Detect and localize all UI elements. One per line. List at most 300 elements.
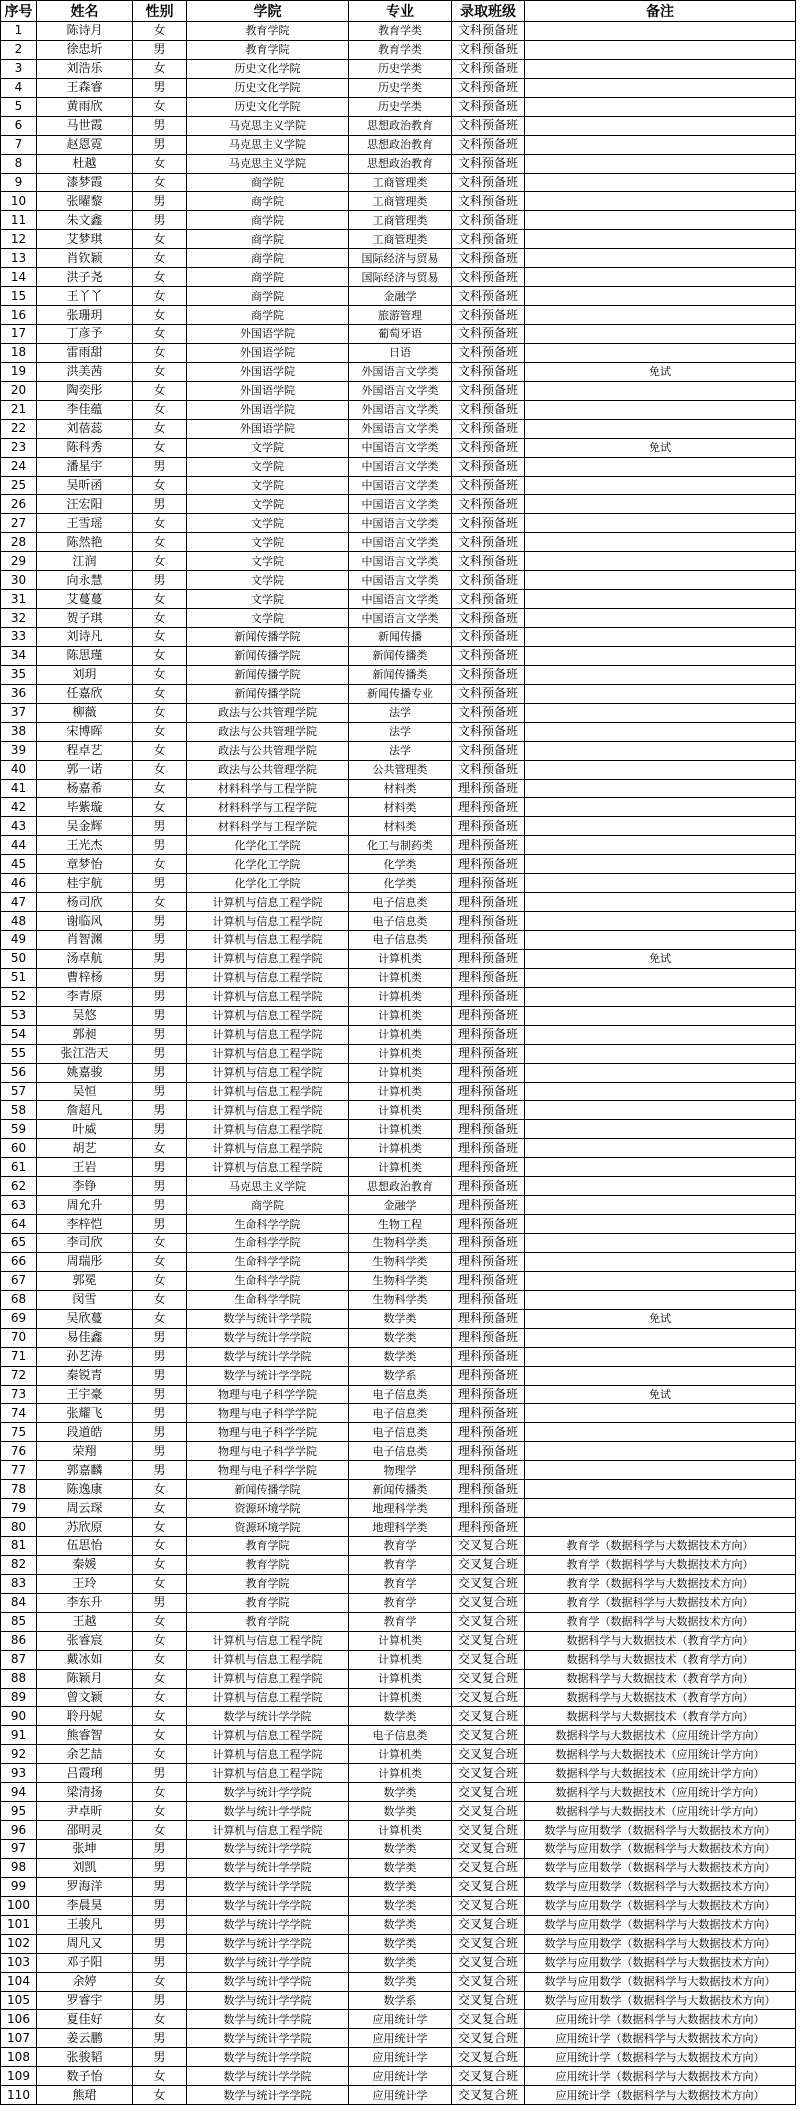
cell-class: 理科预备班 <box>452 968 525 987</box>
cell-major: 计算机类 <box>349 1120 452 1139</box>
table-row <box>1 1745 796 1764</box>
cell-index: 77 <box>1 1461 37 1480</box>
cell-gender: 男 <box>133 1347 187 1366</box>
cell-index: 59 <box>1 1120 37 1139</box>
cell-major: 外国语言文学类 <box>349 419 452 438</box>
table-row <box>1 1669 796 1688</box>
cell-gender: 男 <box>133 78 187 97</box>
cell-remark <box>525 1234 796 1253</box>
cell-remark: 数据科学与大数据技术（教育学方向） <box>525 1707 796 1726</box>
cell-major: 教育学 <box>349 1593 452 1612</box>
cell-major: 法学 <box>349 722 452 741</box>
cell-remark <box>525 1328 796 1347</box>
table-row <box>1 646 796 665</box>
cell-college: 计算机与信息工程学院 <box>187 931 349 950</box>
cell-name: 易佳鑫 <box>37 1328 133 1347</box>
cell-class: 交叉复合班 <box>452 1802 525 1821</box>
cell-college: 数学与统计学学院 <box>187 1934 349 1953</box>
cell-remark <box>525 306 796 325</box>
cell-name: 艾梦琪 <box>37 230 133 249</box>
cell-index: 97 <box>1 1840 37 1859</box>
cell-class: 交叉复合班 <box>452 1745 525 1764</box>
cell-college: 计算机与信息工程学院 <box>187 912 349 931</box>
cell-major: 计算机类 <box>349 1745 452 1764</box>
cell-college: 新闻传播学院 <box>187 628 349 647</box>
cell-name: 戴冰如 <box>37 1650 133 1669</box>
cell-gender: 男 <box>133 1840 187 1859</box>
cell-name: 刘诗凡 <box>37 628 133 647</box>
cell-remark: 数学与应用数学（数据科学与大数据技术方向） <box>525 1877 796 1896</box>
cell-class: 理科预备班 <box>452 949 525 968</box>
cell-remark <box>525 912 796 931</box>
cell-index: 64 <box>1 1215 37 1234</box>
table-row <box>1 1309 796 1328</box>
cell-college: 文学院 <box>187 533 349 552</box>
cell-gender: 女 <box>133 1972 187 1991</box>
cell-name: 李佳蕴 <box>37 400 133 419</box>
cell-class: 文科预备班 <box>452 741 525 760</box>
cell-major: 电子信息类 <box>349 1423 452 1442</box>
cell-major: 计算机类 <box>349 949 452 968</box>
cell-college: 数学与统计学学院 <box>187 1347 349 1366</box>
table-row <box>1 1006 796 1025</box>
cell-name: 聆丹妮 <box>37 1707 133 1726</box>
cell-college: 数学与统计学学院 <box>187 1953 349 1972</box>
cell-remark <box>525 703 796 722</box>
cell-remark <box>525 135 796 154</box>
cell-index: 34 <box>1 646 37 665</box>
table-row <box>1 1972 796 1991</box>
cell-college: 文学院 <box>187 457 349 476</box>
table-row <box>1 931 796 950</box>
cell-index: 106 <box>1 2010 37 2029</box>
cell-college: 计算机与信息工程学院 <box>187 893 349 912</box>
cell-name: 吴恒 <box>37 1082 133 1101</box>
cell-gender: 男 <box>133 1006 187 1025</box>
cell-gender: 女 <box>133 1821 187 1840</box>
cell-major: 生物科学类 <box>349 1271 452 1290</box>
cell-index: 99 <box>1 1877 37 1896</box>
cell-class: 交叉复合班 <box>452 1688 525 1707</box>
cell-major: 教育学 <box>349 1574 452 1593</box>
table-row <box>1 135 796 154</box>
cell-name: 宋博晖 <box>37 722 133 741</box>
cell-name: 漆梦霞 <box>37 173 133 192</box>
cell-name: 姜云鹏 <box>37 2029 133 2048</box>
cell-gender: 女 <box>133 779 187 798</box>
cell-gender: 男 <box>133 1404 187 1423</box>
cell-name: 张坤 <box>37 1840 133 1859</box>
cell-remark: 免试 <box>525 362 796 381</box>
cell-major: 新闻传播类 <box>349 665 452 684</box>
table-row <box>1 381 796 400</box>
cell-class: 理科预备班 <box>452 1461 525 1480</box>
cell-name: 刘蓓蕊 <box>37 419 133 438</box>
cell-gender: 男 <box>133 2029 187 2048</box>
cell-remark: 数据科学与大数据技术（应用统计学方向） <box>525 1783 796 1802</box>
cell-class: 文科预备班 <box>452 343 525 362</box>
cell-class: 理科预备班 <box>452 893 525 912</box>
cell-class: 文科预备班 <box>452 362 525 381</box>
cell-index: 10 <box>1 192 37 211</box>
cell-name: 张曜黎 <box>37 192 133 211</box>
cell-gender: 女 <box>133 514 187 533</box>
table-row <box>1 22 796 41</box>
cell-college: 计算机与信息工程学院 <box>187 1082 349 1101</box>
cell-class: 文科预备班 <box>452 684 525 703</box>
cell-major: 外国语言文学类 <box>349 381 452 400</box>
cell-remark <box>525 400 796 419</box>
cell-class: 理科预备班 <box>452 912 525 931</box>
cell-remark <box>525 1404 796 1423</box>
cell-class: 理科预备班 <box>452 1177 525 1196</box>
cell-gender: 男 <box>133 457 187 476</box>
cell-name: 王玲 <box>37 1574 133 1593</box>
cell-name: 王森睿 <box>37 78 133 97</box>
cell-name: 数子怡 <box>37 2067 133 2086</box>
cell-gender: 女 <box>133 343 187 362</box>
cell-major: 应用统计学 <box>349 2029 452 2048</box>
table-row <box>1 968 796 987</box>
table-row <box>1 1063 796 1082</box>
cell-college: 新闻传播学院 <box>187 1480 349 1499</box>
cell-index: 4 <box>1 78 37 97</box>
cell-remark: 数学与应用数学（数据科学与大数据技术方向） <box>525 1840 796 1859</box>
cell-class: 理科预备班 <box>452 1328 525 1347</box>
cell-name: 张睿宸 <box>37 1631 133 1650</box>
cell-remark <box>525 514 796 533</box>
cell-major: 计算机类 <box>349 1025 452 1044</box>
cell-index: 92 <box>1 1745 37 1764</box>
table-row <box>1 2067 796 2086</box>
cell-class: 交叉复合班 <box>452 1726 525 1745</box>
cell-remark: 数据科学与大数据技术（教育学方向） <box>525 1669 796 1688</box>
cell-index: 16 <box>1 306 37 325</box>
cell-class: 交叉复合班 <box>452 2010 525 2029</box>
cell-gender: 女 <box>133 154 187 173</box>
cell-college: 计算机与信息工程学院 <box>187 1120 349 1139</box>
table-row <box>1 1877 796 1896</box>
cell-remark <box>525 59 796 78</box>
cell-college: 商学院 <box>187 1196 349 1215</box>
cell-class: 文科预备班 <box>452 514 525 533</box>
cell-college: 商学院 <box>187 173 349 192</box>
cell-class: 理科预备班 <box>452 1234 525 1253</box>
cell-major: 应用统计学 <box>349 2010 452 2029</box>
cell-index: 69 <box>1 1309 37 1328</box>
cell-major: 应用统计学 <box>349 2048 452 2067</box>
cell-major: 数学类 <box>349 1934 452 1953</box>
cell-gender: 女 <box>133 362 187 381</box>
cell-remark <box>525 116 796 135</box>
table-row <box>1 1650 796 1669</box>
cell-remark <box>525 1025 796 1044</box>
cell-major: 中国语言文学类 <box>349 495 452 514</box>
cell-major: 数学类 <box>349 1953 452 1972</box>
cell-gender: 女 <box>133 609 187 628</box>
cell-remark: 数据科学与大数据技术（应用统计学方向） <box>525 1745 796 1764</box>
cell-class: 交叉复合班 <box>452 2048 525 2067</box>
col-header-major: 专业 <box>349 1 452 22</box>
cell-major: 思想政治教育 <box>349 1177 452 1196</box>
cell-remark <box>525 173 796 192</box>
cell-college: 新闻传播学院 <box>187 684 349 703</box>
cell-major: 中国语言文学类 <box>349 514 452 533</box>
cell-remark <box>525 779 796 798</box>
cell-name: 尹卓昕 <box>37 1802 133 1821</box>
col-header-name: 姓名 <box>37 1 133 22</box>
cell-major: 数学类 <box>349 1347 452 1366</box>
cell-major: 计算机类 <box>349 1764 452 1783</box>
cell-index: 91 <box>1 1726 37 1745</box>
cell-major: 公共管理类 <box>349 760 452 779</box>
cell-major: 中国语言文学类 <box>349 438 452 457</box>
cell-college: 数学与统计学学院 <box>187 1858 349 1877</box>
cell-college: 商学院 <box>187 192 349 211</box>
cell-name: 张江浩天 <box>37 1044 133 1063</box>
cell-class: 文科预备班 <box>452 154 525 173</box>
table-row <box>1 1499 796 1518</box>
cell-name: 陈思瑾 <box>37 646 133 665</box>
cell-major: 法学 <box>349 741 452 760</box>
cell-remark: 应用统计学（数据科学与大数据技术方向） <box>525 2086 796 2105</box>
cell-major: 法学 <box>349 703 452 722</box>
cell-gender: 男 <box>133 1196 187 1215</box>
table-row <box>1 855 796 874</box>
cell-college: 数学与统计学学院 <box>187 1840 349 1859</box>
table-row <box>1 495 796 514</box>
cell-major: 计算机类 <box>349 1101 452 1120</box>
cell-gender: 女 <box>133 1480 187 1499</box>
cell-gender: 男 <box>133 1385 187 1404</box>
cell-gender: 女 <box>133 1139 187 1158</box>
cell-remark <box>525 1518 796 1537</box>
cell-major: 物理学 <box>349 1461 452 1480</box>
cell-name: 李司欣 <box>37 1234 133 1253</box>
cell-major: 数学类 <box>349 1802 452 1821</box>
cell-major: 中国语言文学类 <box>349 590 452 609</box>
table-row <box>1 2010 796 2029</box>
cell-major: 数学类 <box>349 1309 452 1328</box>
table-row <box>1 192 796 211</box>
cell-gender: 女 <box>133 1555 187 1574</box>
cell-college: 物理与电子科学学院 <box>187 1404 349 1423</box>
cell-gender: 女 <box>133 1707 187 1726</box>
cell-class: 文科预备班 <box>452 287 525 306</box>
table-row <box>1 438 796 457</box>
cell-college: 计算机与信息工程学院 <box>187 1764 349 1783</box>
cell-index: 103 <box>1 1953 37 1972</box>
cell-name: 王宇豪 <box>37 1385 133 1404</box>
cell-index: 5 <box>1 97 37 116</box>
cell-class: 文科预备班 <box>452 40 525 59</box>
cell-college: 数学与统计学学院 <box>187 1896 349 1915</box>
cell-index: 49 <box>1 931 37 950</box>
cell-major: 国际经济与贸易 <box>349 268 452 287</box>
table-row <box>1 1328 796 1347</box>
cell-remark <box>525 931 796 950</box>
cell-name: 艾蔓蔓 <box>37 590 133 609</box>
table-row <box>1 836 796 855</box>
cell-major: 中国语言文学类 <box>349 457 452 476</box>
cell-class: 交叉复合班 <box>452 1764 525 1783</box>
table-row <box>1 2029 796 2048</box>
cell-class: 文科预备班 <box>452 97 525 116</box>
cell-college: 政法与公共管理学院 <box>187 722 349 741</box>
table-row <box>1 1271 796 1290</box>
cell-major: 金融学 <box>349 1196 452 1215</box>
cell-index: 33 <box>1 628 37 647</box>
cell-college: 商学院 <box>187 287 349 306</box>
cell-college: 文学院 <box>187 590 349 609</box>
cell-name: 姚嘉骏 <box>37 1063 133 1082</box>
table-row <box>1 722 796 741</box>
cell-college: 文学院 <box>187 609 349 628</box>
cell-college: 文学院 <box>187 514 349 533</box>
cell-remark <box>525 287 796 306</box>
table-row <box>1 552 796 571</box>
cell-remark: 数据科学与大数据技术（教育学方向） <box>525 1650 796 1669</box>
cell-remark <box>525 817 796 836</box>
table-row <box>1 97 796 116</box>
table-row <box>1 362 796 381</box>
cell-remark <box>525 268 796 287</box>
cell-index: 108 <box>1 2048 37 2067</box>
table-row <box>1 2086 796 2105</box>
cell-class: 交叉复合班 <box>452 1821 525 1840</box>
cell-class: 交叉复合班 <box>452 1669 525 1688</box>
cell-name: 吴昕函 <box>37 476 133 495</box>
cell-remark <box>525 665 796 684</box>
cell-index: 89 <box>1 1688 37 1707</box>
cell-college: 文学院 <box>187 552 349 571</box>
cell-name: 陈逸康 <box>37 1480 133 1499</box>
cell-name: 周凡又 <box>37 1934 133 1953</box>
col-header-college: 学院 <box>187 1 349 22</box>
cell-class: 交叉复合班 <box>452 1593 525 1612</box>
cell-gender: 女 <box>133 249 187 268</box>
cell-gender: 女 <box>133 438 187 457</box>
cell-index: 14 <box>1 268 37 287</box>
cell-college: 马克思主义学院 <box>187 154 349 173</box>
cell-gender: 女 <box>133 1802 187 1821</box>
cell-remark <box>525 1271 796 1290</box>
cell-index: 53 <box>1 1006 37 1025</box>
table-row <box>1 1593 796 1612</box>
table-row <box>1 1252 796 1271</box>
cell-index: 94 <box>1 1783 37 1802</box>
cell-name: 李东升 <box>37 1593 133 1612</box>
cell-college: 文学院 <box>187 495 349 514</box>
cell-gender: 男 <box>133 135 187 154</box>
cell-major: 数学类 <box>349 1707 452 1726</box>
cell-gender: 男 <box>133 1764 187 1783</box>
cell-major: 计算机类 <box>349 1044 452 1063</box>
cell-class: 理科预备班 <box>452 1290 525 1309</box>
cell-name: 赵恩霓 <box>37 135 133 154</box>
cell-college: 外国语学院 <box>187 419 349 438</box>
cell-major: 地理科学类 <box>349 1518 452 1537</box>
cell-college: 商学院 <box>187 230 349 249</box>
cell-class: 交叉复合班 <box>452 1877 525 1896</box>
cell-class: 理科预备班 <box>452 1404 525 1423</box>
cell-college: 计算机与信息工程学院 <box>187 1821 349 1840</box>
cell-remark: 应用统计学（数据科学与大数据技术方向） <box>525 2029 796 2048</box>
cell-gender: 男 <box>133 1991 187 2010</box>
cell-college: 生命科学学院 <box>187 1252 349 1271</box>
cell-gender: 男 <box>133 1025 187 1044</box>
cell-index: 52 <box>1 987 37 1006</box>
cell-college: 外国语学院 <box>187 362 349 381</box>
cell-remark: 数据科学与大数据技术（应用统计学方向） <box>525 1726 796 1745</box>
table-row <box>1 987 796 1006</box>
cell-gender: 女 <box>133 1612 187 1631</box>
table-row <box>1 1991 796 2010</box>
cell-class: 文科预备班 <box>452 760 525 779</box>
cell-college: 数学与统计学学院 <box>187 1915 349 1934</box>
cell-college: 计算机与信息工程学院 <box>187 1745 349 1764</box>
cell-college: 马克思主义学院 <box>187 1177 349 1196</box>
cell-remark <box>525 1063 796 1082</box>
cell-index: 75 <box>1 1423 37 1442</box>
cell-name: 郭一诺 <box>37 760 133 779</box>
table-row <box>1 78 796 97</box>
cell-major: 数学类 <box>349 1877 452 1896</box>
cell-remark <box>525 154 796 173</box>
cell-name: 陈诗月 <box>37 22 133 41</box>
cell-major: 金融学 <box>349 287 452 306</box>
cell-gender: 男 <box>133 836 187 855</box>
cell-college: 新闻传播学院 <box>187 665 349 684</box>
cell-index: 86 <box>1 1631 37 1650</box>
table-row <box>1 1858 796 1877</box>
cell-index: 105 <box>1 1991 37 2010</box>
cell-gender: 男 <box>133 1915 187 1934</box>
cell-college: 文学院 <box>187 438 349 457</box>
cell-gender: 女 <box>133 1650 187 1669</box>
cell-name: 余婷 <box>37 1972 133 1991</box>
cell-class: 理科预备班 <box>452 931 525 950</box>
cell-name: 王丫丫 <box>37 287 133 306</box>
cell-name: 刘浩乐 <box>37 59 133 78</box>
cell-name: 罗海洋 <box>37 1877 133 1896</box>
table-row <box>1 1783 796 1802</box>
cell-name: 邓子阳 <box>37 1953 133 1972</box>
cell-class: 交叉复合班 <box>452 1953 525 1972</box>
cell-name: 潘星宇 <box>37 457 133 476</box>
cell-name: 谢临风 <box>37 912 133 931</box>
col-header-class: 录取班级 <box>452 1 525 22</box>
cell-name: 王岩 <box>37 1158 133 1177</box>
cell-index: 74 <box>1 1404 37 1423</box>
table-row <box>1 1821 796 1840</box>
cell-class: 文科预备班 <box>452 173 525 192</box>
cell-index: 2 <box>1 40 37 59</box>
cell-gender: 男 <box>133 987 187 1006</box>
cell-major: 电子信息类 <box>349 1404 452 1423</box>
cell-gender: 男 <box>133 1858 187 1877</box>
cell-class: 文科预备班 <box>452 457 525 476</box>
cell-gender: 女 <box>133 1631 187 1650</box>
cell-gender: 女 <box>133 722 187 741</box>
cell-index: 8 <box>1 154 37 173</box>
table-row <box>1 1537 796 1556</box>
cell-class: 理科预备班 <box>452 1480 525 1499</box>
cell-name: 叶威 <box>37 1120 133 1139</box>
cell-index: 107 <box>1 2029 37 2048</box>
cell-class: 文科预备班 <box>452 533 525 552</box>
cell-name: 刘玥 <box>37 665 133 684</box>
